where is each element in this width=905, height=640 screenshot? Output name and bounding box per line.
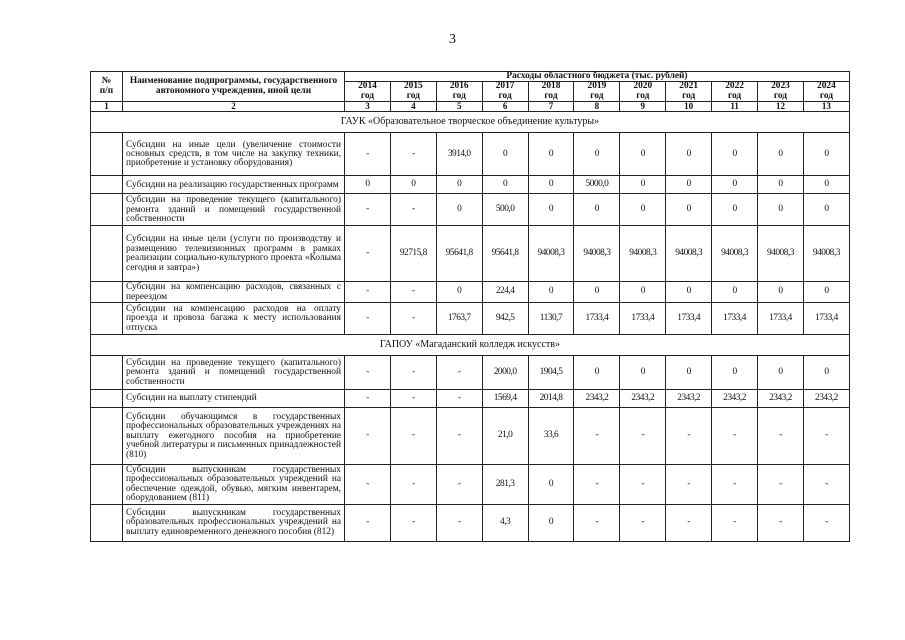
value-cell: 2343,2 bbox=[574, 390, 620, 408]
row-name-cell: Субсидии выпускникам государственных профессиональных образовательных учреждений на обеспечение одеждой, обувью, мягким инвентарем, оборудованием (811) bbox=[123, 465, 345, 505]
value-cell: 0 bbox=[620, 176, 666, 194]
value-cell: - bbox=[390, 194, 436, 226]
value-cell: 0 bbox=[758, 176, 804, 194]
budget-table bbox=[90, 71, 850, 542]
column-number: 1 bbox=[91, 102, 123, 112]
value-cell: - bbox=[620, 408, 666, 465]
row-index-cell bbox=[91, 176, 123, 194]
value-cell: 0 bbox=[758, 133, 804, 176]
column-number: 8 bbox=[574, 102, 620, 112]
value-cell: 2343,2 bbox=[803, 390, 849, 408]
row-index-cell bbox=[91, 504, 123, 541]
value-cell: 2343,2 bbox=[712, 390, 758, 408]
value-cell: 0 bbox=[620, 356, 666, 390]
value-cell: 0 bbox=[712, 176, 758, 194]
value-cell: - bbox=[436, 356, 482, 390]
table-row bbox=[91, 194, 850, 226]
value-cell: - bbox=[390, 133, 436, 176]
value-cell: - bbox=[436, 504, 482, 541]
value-cell: - bbox=[345, 390, 391, 408]
row-index-cell bbox=[91, 390, 123, 408]
value-cell: - bbox=[345, 465, 391, 505]
value-cell: 2343,2 bbox=[666, 390, 712, 408]
table-row bbox=[91, 390, 850, 408]
value-cell: 94008,3 bbox=[574, 226, 620, 282]
value-cell: 0 bbox=[803, 194, 849, 226]
value-cell: 0 bbox=[528, 194, 574, 226]
value-cell: 0 bbox=[620, 194, 666, 226]
value-cell: 0 bbox=[758, 356, 804, 390]
value-cell: 0 bbox=[390, 176, 436, 194]
row-name-cell: Субсидии на иные цели (увеличение стоимости основных средств, в том числе на закупку техники, приобретение и установку оборудования) bbox=[123, 133, 345, 176]
value-cell: - bbox=[345, 356, 391, 390]
value-cell: 1733,4 bbox=[758, 303, 804, 335]
row-name-cell: Субсидии на реализацию государственных программ bbox=[123, 176, 345, 194]
value-cell: 0 bbox=[712, 356, 758, 390]
value-cell: 3914,0 bbox=[436, 133, 482, 176]
value-cell: - bbox=[758, 504, 804, 541]
year-header: 2023 год bbox=[758, 82, 804, 102]
value-cell: - bbox=[758, 408, 804, 465]
value-cell: 0 bbox=[666, 282, 712, 303]
value-cell: 94008,3 bbox=[620, 226, 666, 282]
row-name-cell: Субсидии на компенсацию расходов на оплату проезда и провоза багажа к месту использования отпуска bbox=[123, 303, 345, 335]
value-cell: 0 bbox=[803, 356, 849, 390]
value-cell: - bbox=[758, 465, 804, 505]
value-cell: - bbox=[345, 408, 391, 465]
value-cell: 0 bbox=[803, 176, 849, 194]
value-cell: 0 bbox=[574, 356, 620, 390]
value-cell: - bbox=[436, 408, 482, 465]
value-cell: 0 bbox=[758, 194, 804, 226]
value-cell: 1733,4 bbox=[712, 303, 758, 335]
value-cell: 0 bbox=[803, 282, 849, 303]
value-cell: 0 bbox=[528, 133, 574, 176]
value-cell: - bbox=[620, 504, 666, 541]
value-cell: 0 bbox=[345, 176, 391, 194]
year-header: 2016 год bbox=[436, 82, 482, 102]
value-cell: 1904,5 bbox=[528, 356, 574, 390]
value-cell: 0 bbox=[528, 465, 574, 505]
value-cell: 0 bbox=[712, 194, 758, 226]
column-number: 5 bbox=[436, 102, 482, 112]
column-number: 7 bbox=[528, 102, 574, 112]
value-cell: 2343,2 bbox=[620, 390, 666, 408]
row-index-cell bbox=[91, 408, 123, 465]
table-row bbox=[91, 303, 850, 335]
value-cell: - bbox=[390, 504, 436, 541]
value-cell: - bbox=[345, 133, 391, 176]
table-row bbox=[91, 504, 850, 541]
value-cell: 1130,7 bbox=[528, 303, 574, 335]
value-cell: 1763,7 bbox=[436, 303, 482, 335]
value-cell: 0 bbox=[712, 133, 758, 176]
value-cell: 21,0 bbox=[482, 408, 528, 465]
col-header-name: Наименование подпрограммы, государственного автономного учреждения, иной цели bbox=[123, 72, 345, 102]
row-index-cell bbox=[91, 226, 123, 282]
row-index-cell bbox=[91, 194, 123, 226]
value-cell: - bbox=[666, 465, 712, 505]
value-cell: - bbox=[574, 408, 620, 465]
value-cell: 1733,4 bbox=[620, 303, 666, 335]
column-number: 9 bbox=[620, 102, 666, 112]
value-cell: 0 bbox=[436, 176, 482, 194]
value-cell: - bbox=[345, 226, 391, 282]
value-cell: 1733,4 bbox=[574, 303, 620, 335]
value-cell: - bbox=[712, 408, 758, 465]
column-number: 4 bbox=[390, 102, 436, 112]
year-header: 2018 год bbox=[528, 82, 574, 102]
value-cell: - bbox=[390, 356, 436, 390]
value-cell: 0 bbox=[666, 176, 712, 194]
value-cell: 0 bbox=[528, 282, 574, 303]
row-index-cell bbox=[91, 356, 123, 390]
value-cell: 0 bbox=[620, 133, 666, 176]
value-cell: 281,3 bbox=[482, 465, 528, 505]
row-name-cell: Субсидии на проведение текущего (капитального) ремонта зданий и помещений государственной собственности bbox=[123, 194, 345, 226]
table-row bbox=[91, 133, 850, 176]
value-cell: 0 bbox=[574, 282, 620, 303]
section-row bbox=[91, 335, 850, 356]
value-cell: 5000,0 bbox=[574, 176, 620, 194]
value-cell: - bbox=[803, 465, 849, 505]
section-title: ГАУК «Образовательное творческое объединение культуры» bbox=[91, 112, 850, 133]
value-cell: - bbox=[712, 465, 758, 505]
section-title: ГАПОУ «Магаданский колледж искусств» bbox=[91, 335, 850, 356]
year-header: 2021 год bbox=[666, 82, 712, 102]
column-number: 6 bbox=[482, 102, 528, 112]
page-number: 3 bbox=[449, 32, 456, 47]
column-number: 12 bbox=[758, 102, 804, 112]
value-cell: 92715,8 bbox=[390, 226, 436, 282]
value-cell: 94008,3 bbox=[712, 226, 758, 282]
row-name-cell: Субсидии обучающимся в государственных профессиональных образовательных учреждениях на выплату ежегодного пособия на приобретение учебной литературы и письменных принадлежностей (810) bbox=[123, 408, 345, 465]
section-row bbox=[91, 112, 850, 133]
value-cell: 1733,4 bbox=[666, 303, 712, 335]
value-cell: 1733,4 bbox=[803, 303, 849, 335]
row-index-cell bbox=[91, 465, 123, 505]
column-number: 10 bbox=[666, 102, 712, 112]
year-header: 2017 год bbox=[482, 82, 528, 102]
value-cell: - bbox=[620, 465, 666, 505]
value-cell: 95641,8 bbox=[436, 226, 482, 282]
value-cell: 2000,0 bbox=[482, 356, 528, 390]
year-header: 2019 год bbox=[574, 82, 620, 102]
col-header-idx: № п/п bbox=[91, 72, 123, 102]
row-index-cell bbox=[91, 303, 123, 335]
value-cell: 942,5 bbox=[482, 303, 528, 335]
value-cell: - bbox=[666, 408, 712, 465]
value-cell: 0 bbox=[436, 282, 482, 303]
header-row-1 bbox=[91, 72, 850, 82]
table-row bbox=[91, 282, 850, 303]
value-cell: - bbox=[345, 282, 391, 303]
column-number: 13 bbox=[803, 102, 849, 112]
value-cell: - bbox=[436, 465, 482, 505]
table-row bbox=[91, 356, 850, 390]
row-name-cell: Субсидии выпускникам государственных образовательных профессиональных учреждений на выплату единовременного денежного пособия (812) bbox=[123, 504, 345, 541]
col-header-expenses: Расходы областного бюджета (тыс. рублей) bbox=[345, 72, 850, 82]
value-cell: 0 bbox=[528, 504, 574, 541]
year-header: 2015 год bbox=[390, 82, 436, 102]
value-cell: 0 bbox=[666, 356, 712, 390]
value-cell: 0 bbox=[528, 176, 574, 194]
year-header: 2020 год bbox=[620, 82, 666, 102]
table-body bbox=[91, 112, 850, 541]
value-cell: - bbox=[712, 504, 758, 541]
value-cell: 0 bbox=[666, 133, 712, 176]
value-cell: - bbox=[390, 282, 436, 303]
value-cell: - bbox=[574, 504, 620, 541]
row-name-cell: Субсидии на выплату стипендий bbox=[123, 390, 345, 408]
value-cell: 0 bbox=[620, 282, 666, 303]
row-name-cell: Субсидии на компенсацию расходов, связанных с переездом bbox=[123, 282, 345, 303]
value-cell: 0 bbox=[436, 194, 482, 226]
year-header: 2024 год bbox=[803, 82, 849, 102]
row-name-cell: Субсидии на проведение текущего (капитального) ремонта зданий и помещений государственной собственности bbox=[123, 356, 345, 390]
value-cell: - bbox=[345, 194, 391, 226]
value-cell: - bbox=[574, 465, 620, 505]
value-cell: 0 bbox=[574, 133, 620, 176]
value-cell: 95641,8 bbox=[482, 226, 528, 282]
value-cell: 0 bbox=[666, 194, 712, 226]
row-name-cell: Субсидии на иные цели (услуги по производству и размещению телевизионных программ в рамках реализации социально-культурного проекта «Колыма сегодня и завтра») bbox=[123, 226, 345, 282]
row-index-cell bbox=[91, 133, 123, 176]
column-number: 3 bbox=[345, 102, 391, 112]
value-cell: - bbox=[666, 504, 712, 541]
value-cell: 1569,4 bbox=[482, 390, 528, 408]
column-number: 11 bbox=[712, 102, 758, 112]
value-cell: 94008,3 bbox=[528, 226, 574, 282]
value-cell: - bbox=[390, 303, 436, 335]
value-cell: 224,4 bbox=[482, 282, 528, 303]
value-cell: 4,3 bbox=[482, 504, 528, 541]
value-cell: 33,6 bbox=[528, 408, 574, 465]
year-header: 2014 год bbox=[345, 82, 391, 102]
value-cell: - bbox=[436, 390, 482, 408]
value-cell: - bbox=[803, 504, 849, 541]
value-cell: 94008,3 bbox=[758, 226, 804, 282]
value-cell: 0 bbox=[574, 194, 620, 226]
value-cell: 0 bbox=[482, 176, 528, 194]
column-number-row bbox=[91, 102, 850, 112]
value-cell: 2014,8 bbox=[528, 390, 574, 408]
row-index-cell bbox=[91, 282, 123, 303]
value-cell: - bbox=[345, 303, 391, 335]
table-row bbox=[91, 465, 850, 505]
value-cell: 500,0 bbox=[482, 194, 528, 226]
value-cell: 0 bbox=[712, 282, 758, 303]
value-cell: - bbox=[390, 465, 436, 505]
value-cell: 94008,3 bbox=[803, 226, 849, 282]
value-cell: 0 bbox=[758, 282, 804, 303]
value-cell: 2343,2 bbox=[758, 390, 804, 408]
value-cell: 0 bbox=[482, 133, 528, 176]
value-cell: - bbox=[390, 390, 436, 408]
value-cell: 94008,3 bbox=[666, 226, 712, 282]
column-number: 2 bbox=[123, 102, 345, 112]
table-row bbox=[91, 408, 850, 465]
value-cell: - bbox=[390, 408, 436, 465]
table-row bbox=[91, 176, 850, 194]
value-cell: - bbox=[345, 504, 391, 541]
value-cell: - bbox=[803, 408, 849, 465]
year-header: 2022 год bbox=[712, 82, 758, 102]
value-cell: 0 bbox=[803, 133, 849, 176]
table-row bbox=[91, 226, 850, 282]
